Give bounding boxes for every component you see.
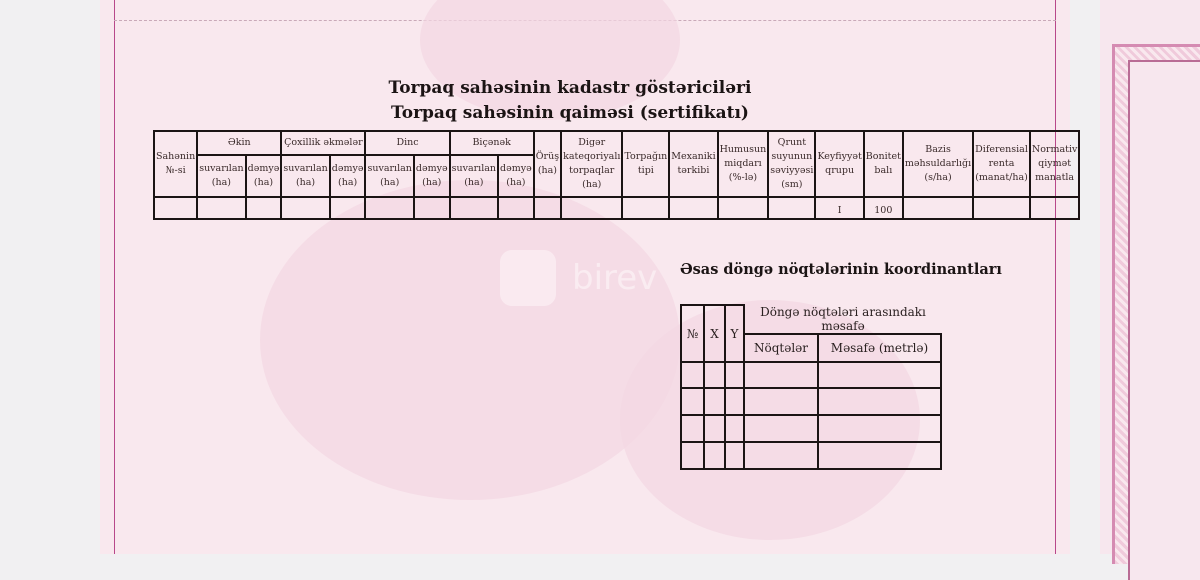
table-row [681, 415, 941, 442]
header-sahe: Sahənin №-si [154, 131, 197, 197]
header-x: X [704, 305, 725, 362]
subheader-dinc-demye: dəmyə (ha) [414, 155, 450, 197]
subheader-bicenek-suvarilan: suvarılan (ha) [450, 155, 498, 197]
header-orus: Örüş (ha) [534, 131, 561, 197]
table-row [154, 197, 1079, 219]
coordinates-table [680, 304, 942, 470]
subheader-bicenek-demye: dəmyə (ha) [498, 155, 534, 197]
coordinates-title: Əsas döngə nöqtələrinin koordinantları [680, 261, 1002, 278]
header-normativ: Normativ qiymət manatla [1030, 131, 1079, 197]
title-kadastr: Torpaq sahəsinin kadastr göstəriciləri [388, 78, 752, 98]
subheader-coxillik-suvarilan: suvarılan (ha) [281, 155, 329, 197]
background-map-shape [420, 0, 680, 120]
header-no: № [681, 305, 704, 362]
background-map-shape [260, 180, 680, 500]
header-mesafe: Məsafə (metrlə) [818, 334, 941, 362]
header-coxillik: Çoxillik əkmələr [281, 131, 365, 155]
header-ekin: Əkin [197, 131, 281, 155]
table-row [681, 442, 941, 469]
subheader-dinc-suvarilan: suvarılan (ha) [365, 155, 413, 197]
ornamental-border-inner [1128, 60, 1200, 580]
header-mexaniki: Mexaniki tərkibi [669, 131, 717, 197]
cell-bonitet: 100 [864, 197, 903, 219]
header-qrunt: Qrunt suyunun səviyyəsi (sm) [768, 131, 815, 197]
header-mesafe-group: Döngə nöqtələri arasındakı məsafə [744, 305, 941, 334]
subheader-ekin-suvarilan: suvarılan (ha) [197, 155, 245, 197]
header-y: Y [725, 305, 744, 362]
header-diger: Digər kateqoriyalı torpaqlar (ha) [561, 131, 622, 197]
watermark-logo [500, 250, 556, 306]
subheader-coxillik-demye: dəmyə (ha) [330, 155, 366, 197]
watermark-text: birev [572, 258, 658, 298]
header-diferensial: Diferensial renta (manat/ha) [973, 131, 1030, 197]
header-humus: Humusun miqdarı (%-lə) [718, 131, 769, 197]
header-keyfiyyet: Keyfiyyət qrupu [815, 131, 863, 197]
cadastral-table [153, 130, 1080, 220]
subheader-ekin-demye: dəmyə (ha) [246, 155, 282, 197]
header-bicenek: Biçənək [450, 131, 534, 155]
title-qaime: Torpaq sahəsinin qaiməsi (sertifikatı) [391, 103, 749, 123]
header-bazis: Bazis məhsuldarlığı (s/ha) [903, 131, 973, 197]
header-noqteler: Nöqtələr [744, 334, 818, 362]
table-row [681, 388, 941, 415]
cell-keyfiyyet: I [815, 197, 863, 219]
header-torpag-tipi: Torpağın tipi [622, 131, 669, 197]
header-bonitet: Bonitet balı [864, 131, 903, 197]
table-row [681, 362, 941, 388]
header-dinc: Dinc [365, 131, 449, 155]
